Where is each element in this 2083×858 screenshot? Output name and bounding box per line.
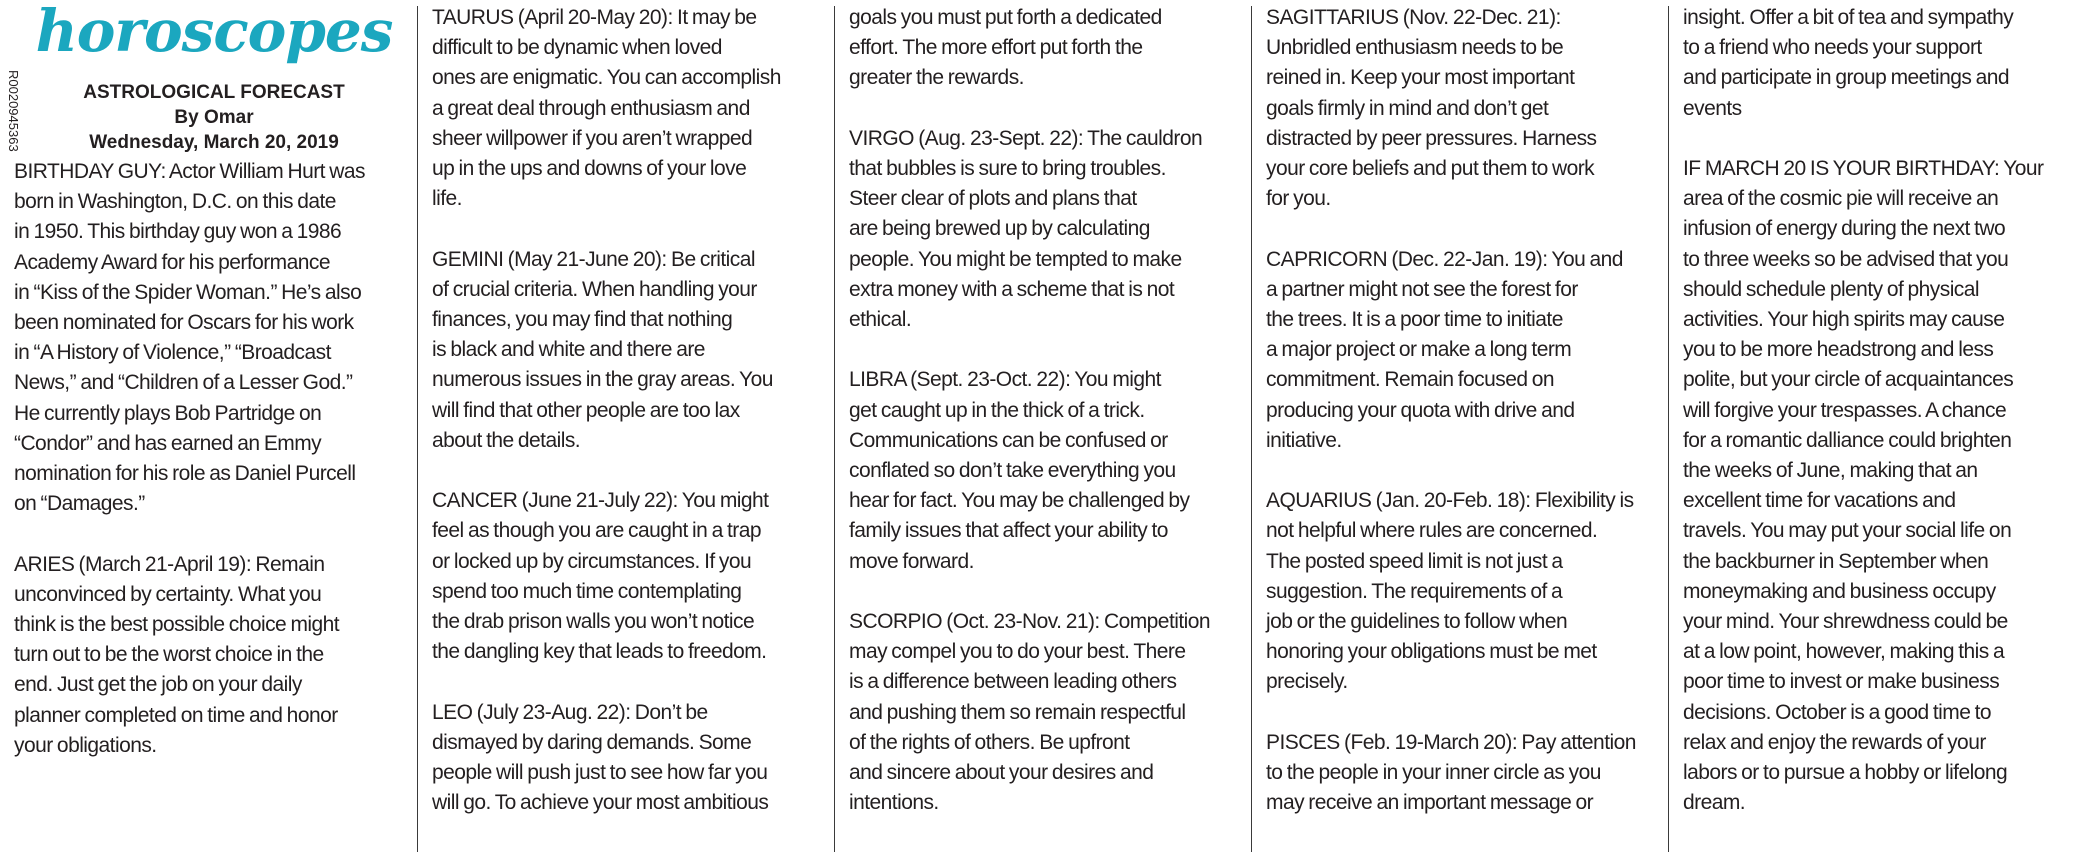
- column-divider: [834, 6, 835, 852]
- column-3-text: goals you must put forth a dedicated effort. The more effort put forth the greater the rewards. VIRGO (Aug. 23-Sept. 22): The cauldron that bubbles is sure to bring troubles. Steer clear of plots and plans that are being brewed up by calculating people. You might be tempted to make extra money with a scheme that is not ethical. LIBRA (Sept. 23-Oct. 22): You might get caught up in the thick of a trick. Communications can be confused or conflated so don’t take everything you hear for fact. You may be challenged by family issues that affect your ability to move forward. SCORPIO (Oct. 23-Nov. 21): Competition may compel you to do your best. There is a difference between leading others and pushing them so remain respectful of the rights of others. Be upfront and sincere about your desires and intentions.: [849, 6, 1210, 815]
- masthead-subtitle: ASTROLOGICAL FORECAST: [83, 82, 345, 103]
- masthead-title: horoscopes: [35, 0, 393, 65]
- column-divider: [417, 6, 418, 852]
- column-4-text: SAGITTARIUS (Nov. 22-Dec. 21): Unbridled enthusiasm needs to be reined in. Keep your most important goals firmly in mind and don’t get distracted by peer pressures. Harness your core beliefs and put them to work for you. CAPRICORN (Dec. 22-Jan. 19): You and a partner might not see the forest for the trees. It is a poor time to initiate a major project or make a long term commitment. Remain focused on producing your quota with drive and initiative. AQUARIUS (Jan. 20-Feb. 18): Flexibility is not helpful where rules are concerned. The posted speed limit is not just a suggestion. The requirements of a job or the guidelines to follow when honoring your obligations must be met precisely. PISCES (Feb. 19-March 20): Pay attention to the people in your inner circle as you may receive an important message or: [1266, 6, 1636, 815]
- column-5-text: insight. Offer a bit of tea and sympathy to a friend who needs your support and participate in group meetings and events IF MARCH 20 IS YOUR BIRTHDAY: Your area of the cosmic pie will receive an infusion of energy during the next two to three weeks so be advised that you should schedule plenty of physical activities. Your high spirits may cause you to be more headstrong and less polite, but your circle of acquaintances will forgive your trespasses. A chance for a romantic dalliance could brighten the weeks of June, making that an excellent time for vacations and travels. You may put your social life on the backburner in September when moneymaking and business occupy your mind. Your shrewdness could be at a low point, however, making this a poor time to invest or make business decisions. October is a good time to relax and enjoy the rewards of your labors or to pursue a hobby or lifelong dream.: [1683, 6, 2044, 815]
- masthead-date: Wednesday, March 20, 2019: [89, 132, 339, 153]
- column-divider: [1251, 6, 1252, 852]
- column-3: [849, 0, 1249, 858]
- column-1-text: BIRTHDAY GUY: Actor William Hurt was born in Washington, D.C. on this date in 1950. This birthday guy won a 1986 Academy Award for his performance in “Kiss of the Spider Woman.” He’s also been nominated for Oscars for his work in “A History of Violence,” “Broadcast News,” and “Children of a Lesser God.” He currently plays Bob Partridge on “Condor” and has earned an Emmy nomination for his role as Daniel Purcell on “Damages.” ARIES (March 21-April 19): Remain unconvinced by certainty. What you think is the best possible choice might turn out to be the worst choice in the end. Just get the job on your daily planner completed on time and honor your obligations.: [14, 160, 365, 757]
- column-1: [14, 0, 414, 858]
- column-2-text: TAURUS (April 20-May 20): It may be difficult to be dynamic when loved ones are enigmatic. You can accomplish a great deal through enthusiasm and sheer willpower if you aren’t wrapped up in the ups and downs of your love life. GEMINI (May 21-June 20): Be critical of crucial criteria. When handling your finances, you may find that nothing is black and white and there are numerous issues in the gray areas. You will find that other people are too lax about the details. CANCER (June 21-July 22): You might feel as though you are caught in a trap or locked up by circumstances. If you spend too much time contemplating the drab prison walls you won’t notice the dangling key that leads to freedom. LEO (July 23-Aug. 22): Don’t be dismayed by daring demands. Some people will push just to see how far you will go. To achieve your most ambitious: [432, 6, 781, 815]
- column-4: [1266, 0, 1666, 858]
- ad-code: R0020945363: [6, 70, 21, 152]
- column-divider: [1668, 6, 1669, 852]
- column-5: [1683, 0, 2073, 858]
- column-2: [432, 0, 832, 858]
- masthead: [14, 0, 414, 155]
- masthead-byline: By Omar: [174, 107, 254, 128]
